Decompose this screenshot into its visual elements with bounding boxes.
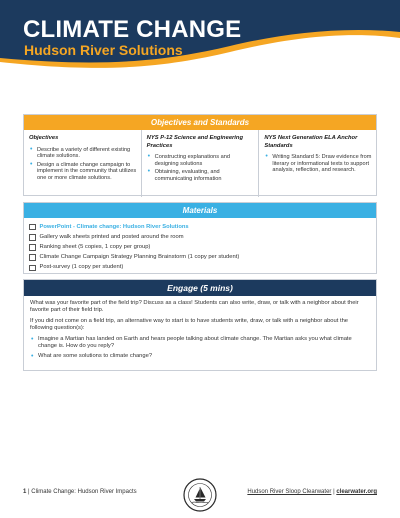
materials-heading: Materials xyxy=(24,203,376,218)
science-practices-column xyxy=(142,130,260,197)
material-item xyxy=(29,222,376,232)
material-item xyxy=(29,232,376,242)
list-item: • Constructing explanations and designing solutions xyxy=(147,154,255,167)
engage-heading: Engage (5 mins) xyxy=(24,280,376,296)
material-label: Climate Change Campaign Strategy Planning Brainstorm (1 copy per student) xyxy=(39,254,240,261)
page-title: CLIMATE CHANGE xyxy=(23,16,242,43)
question-item: • Imagine a Martian has landed on Earth and hears people talking about climate change. The Martian asks you what climate change is. How do you reply? xyxy=(30,336,370,351)
checkbox[interactable] xyxy=(29,224,36,231)
column-heading: NYS P-12 Science and Engineering Practices xyxy=(146,135,243,149)
material-item xyxy=(29,263,376,273)
material-item xyxy=(29,253,376,263)
footer-doc-title: Climate Change: Hudson River Impacts xyxy=(31,489,137,495)
checkbox[interactable] xyxy=(29,244,36,251)
org-link[interactable]: Hudson River Sloop Clearwater xyxy=(247,489,332,495)
ela-standards-column xyxy=(259,130,376,197)
material-label: Post-survey (1 copy per student) xyxy=(39,264,124,271)
material-item xyxy=(29,242,376,252)
header-banner xyxy=(0,0,400,78)
question-item: • What are some solutions to climate change? xyxy=(30,353,370,360)
material-label: Ranking sheet (5 copies, 1 copy per group) xyxy=(39,243,151,250)
objectives-section xyxy=(23,114,377,196)
materials-section xyxy=(23,202,377,274)
checkbox[interactable] xyxy=(29,265,36,272)
list-item: • Obtaining, evaluating, and communicating information xyxy=(147,169,255,182)
engage-paragraph: If you did not come on a field trip, an alternative way to start is to have students write, draw, or talk with a neighbor about the following question(s): xyxy=(30,317,349,332)
objectives-column xyxy=(24,130,142,197)
column-heading: Objectives xyxy=(29,135,59,141)
website-link[interactable]: clearwater.org xyxy=(336,489,377,495)
engage-section xyxy=(23,279,377,371)
clearwater-seal-icon xyxy=(183,478,217,512)
checkbox[interactable] xyxy=(29,254,36,261)
checkbox[interactable] xyxy=(29,234,36,241)
material-label: Gallery walk sheets printed and posted around the room xyxy=(39,233,184,240)
footer-page-info: 1 | Climate Change: Hudson River Impacts xyxy=(23,489,137,495)
page-number: 1 xyxy=(23,489,27,495)
engage-paragraph: What was your favorite part of the field trip? Discuss as a class! Students can also write, draw, or talk with a neighbor about their favorite part of their field trip. xyxy=(30,300,359,314)
column-heading: NYS Next Generation ELA Anchor Standards xyxy=(264,135,358,149)
powerpoint-link[interactable]: PowerPoint - Climate change: Hudson River Solutions xyxy=(39,223,189,230)
objectives-heading: Objectives and Standards xyxy=(24,115,376,130)
footer-org-info: Hudson River Sloop Clearwater | clearwater.org xyxy=(247,489,377,495)
list-item: • Design a climate change campaign to implement in the community that utilizes one or more climate solutions. xyxy=(29,162,137,182)
list-item: • Writing Standard 5: Draw evidence from literary or informational texts to support analysis, reflection, and research. xyxy=(264,154,372,174)
page-subtitle: Hudson River Solutions xyxy=(24,42,183,58)
list-item: • Describe a variety of different existing climate solutions. xyxy=(29,147,137,160)
